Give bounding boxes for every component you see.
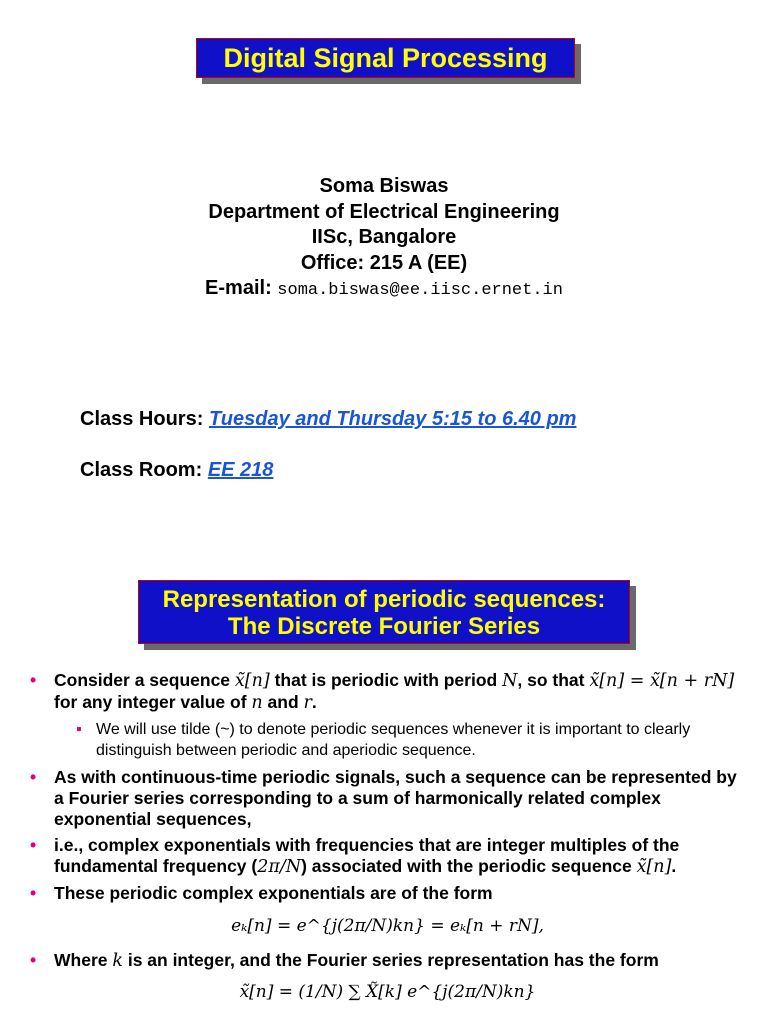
math: n [251, 693, 263, 713]
email-label: E-mail: [205, 277, 272, 299]
class-hours-label: Class Hours: [80, 408, 204, 430]
author-name: Soma Biswas [319, 175, 449, 197]
slide-title: Digital Signal Processing [196, 38, 575, 78]
text: , so that [517, 670, 590, 690]
math: N [502, 671, 518, 691]
sub-bullet-1: ▪ We will use tilde (~) to denote periodic sequences whenever it is important to clearly distinguish between periodic and aperiodic sequence. [30, 719, 745, 761]
bullet-5 [30, 950, 745, 972]
text: . [671, 856, 677, 876]
text: for any integer value of [54, 692, 252, 712]
text: and [262, 692, 304, 712]
math: 2π/N [257, 857, 302, 877]
equation-1: eₖ[n] = e^{j(2π/N)kn} = eₖ[n + rN], [231, 916, 544, 936]
math: r [303, 693, 312, 713]
math: k [112, 951, 123, 971]
bullet-list [30, 670, 745, 1016]
class-hours-value[interactable]: Tuesday and Thursday 5:15 to 6.40 pm [208, 408, 577, 430]
text: is an integer, and the Fourier series representation has the form [122, 950, 659, 970]
section-title-line1: Representation of periodic sequences: [162, 586, 606, 613]
department: Department of Electrical Engineering [208, 200, 560, 223]
class-room [80, 459, 273, 482]
email-line [0, 276, 768, 304]
equation-2: x̃[n] = (1/N) ∑ X̃[k] e^{j(2π/N)kn} [239, 982, 536, 1002]
math: x̃[n] = x̃[n + rN] [589, 671, 735, 691]
math: x̃[n] [234, 671, 270, 691]
bullet-1 [30, 670, 745, 714]
author-block [0, 174, 768, 304]
institute: IISc, Bangalore [311, 226, 457, 248]
math: x̃[n] [636, 857, 672, 877]
section-title-line2: The Discrete Fourier Series [227, 613, 541, 640]
text: i.e., complex exponentials with frequencies that are integer multiples of the fundamental frequency ( [54, 835, 680, 876]
text: Where [54, 950, 113, 970]
class-room-value[interactable]: EE 218 [207, 459, 274, 481]
text: . [311, 692, 317, 712]
office: Office: 215 A (EE) [300, 251, 468, 274]
text: Consider a sequence [54, 670, 235, 690]
email-address[interactable]: soma.biswas@ee.iisc.ernet.in [277, 281, 563, 300]
bullet-2: • As with continuous-time periodic signals, such a sequence can be represented by a Fourier series corresponding to a sum of harmonically related complex exponential sequences, [30, 767, 745, 830]
text: that is periodic with period [269, 670, 503, 690]
text: ) associated with the periodic sequence [301, 856, 637, 876]
section-title [138, 580, 630, 644]
bullet-3 [30, 835, 745, 878]
class-room-label: Class Room: [80, 459, 203, 481]
bullet-4: • These periodic complex exponentials are of the form [30, 883, 745, 904]
class-hours [80, 408, 576, 431]
